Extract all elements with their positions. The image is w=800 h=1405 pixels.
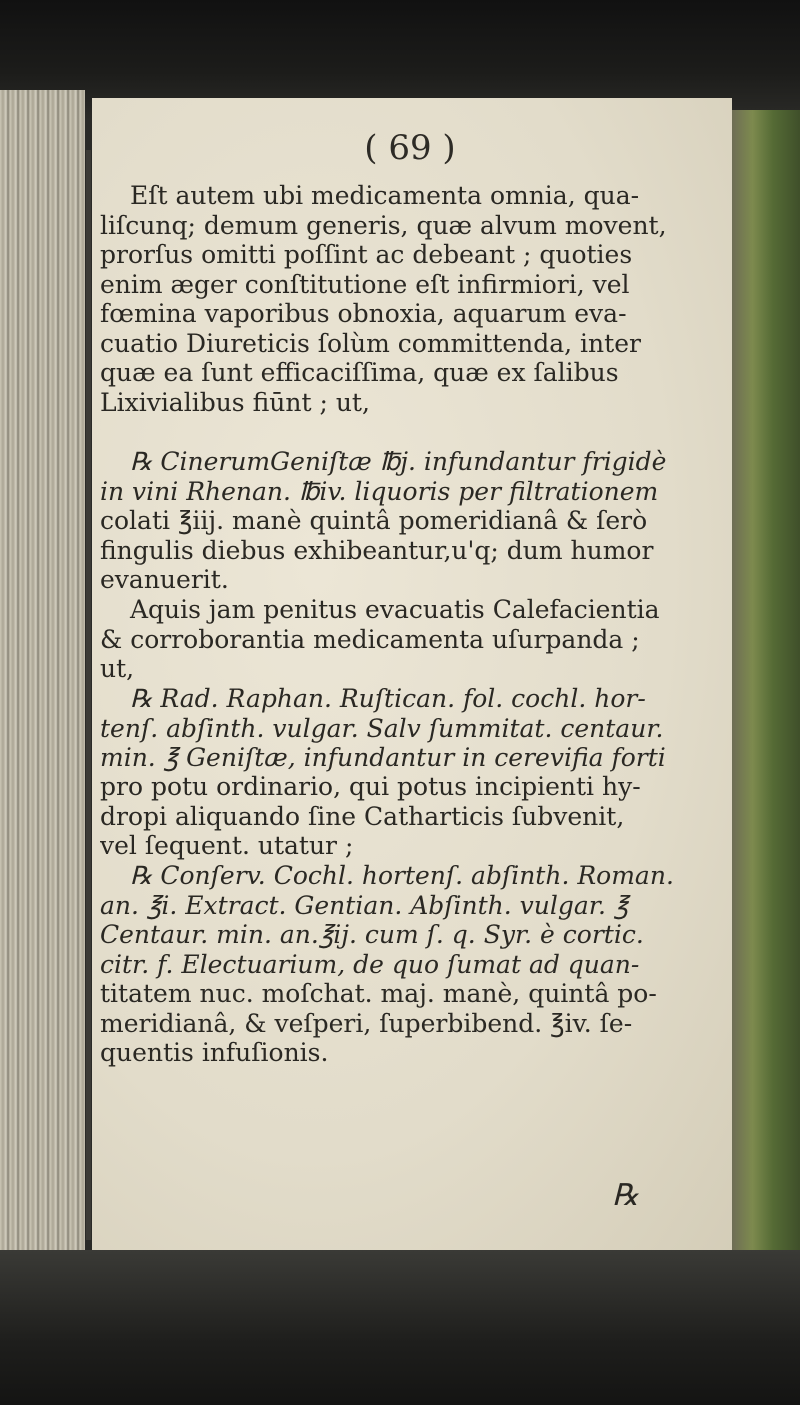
text-line: evanuerit. <box>100 565 229 594</box>
text-line: quæ ea ſunt efficaciſſima, quæ ex ſalibus <box>100 358 619 387</box>
text-line: an. ℥i. Extract. Gentian. Abſinth. vulgar. ℥ <box>100 890 629 920</box>
text-line: pro potu ordinario, qui potus incipienti hy- <box>100 772 641 801</box>
paragraph-3 <box>100 772 720 861</box>
text-line: enim æger conſtitutione eſt infirmiori, vel <box>100 269 630 299</box>
text-line: ℞ CinerumGeniſtæ ℔j. infundantur frigidè <box>130 447 667 476</box>
text-line: liſcunq; demum generis, quæ alvum movent, <box>100 210 667 240</box>
text-line: fingulis diebus exhibeantur,u'q; dum humor <box>100 535 654 565</box>
text-line: ℞ Rad. Raphan. Ruſtican. fol. cochl. hor- <box>130 684 646 713</box>
recipe-2 <box>100 684 720 773</box>
paragraph-2 <box>100 595 720 684</box>
page-number: ( 69 ) <box>364 128 456 168</box>
text-line: citr. f. Electuarium, de quo ſumat ad quan- <box>100 949 640 979</box>
paragraph-1 <box>100 181 720 417</box>
book-cover-edge-right <box>732 110 800 1260</box>
text-line: quentis infuſionis. <box>100 1038 329 1067</box>
text-line: Aquis jam penitus evacuatis Calefacientia <box>130 595 660 624</box>
text-line: colati ℥iij. manè quintâ pomeridianâ & ſerò <box>100 506 648 535</box>
recipe-1 <box>100 447 720 595</box>
scan-bottom-shadow <box>0 1250 800 1405</box>
text-line: prorſus omitti poſſint ac debeant ; quoties <box>100 240 633 269</box>
text-line: Centaur. min. an.℥ij. cum ſ. q. Syr. è cortic. <box>100 920 644 949</box>
recipe-3 <box>100 861 720 1068</box>
text-line: titatem nuc. moſchat. maj. manè, quintâ po- <box>100 979 657 1008</box>
text-line: Lixivialibus fiūnt ; ut, <box>100 387 370 417</box>
text-line: dropi aliquando ſine Catharticis ſubvenit, <box>100 801 625 831</box>
text-line: fœmina vaporibus obnoxia, aquarum eva- <box>100 299 627 328</box>
text-line: cuatio Diureticis ſolùm committenda, inter <box>100 328 641 358</box>
text-line: & corroborantia medicamenta uſurpanda ; <box>100 624 640 654</box>
text-line: in vini Rhenan. ℔iv. liquoris per filtrationem <box>100 476 659 506</box>
text-line: min. ℥ Geniſtæ, infundantur in cerevifia forti <box>100 743 666 772</box>
book-page-edges-left <box>0 90 85 1290</box>
text-line: tenſ. abſinth. vulgar. Salv ſummitat. centaur. <box>100 713 664 743</box>
text-line: Eſt autem ubi medicamenta omnia, qua- <box>130 181 640 210</box>
catchword: ℞ <box>612 1178 639 1213</box>
text-line: ℞ Conſerv. Cochl. hortenſ. abſinth. Roman. <box>130 861 674 890</box>
text-line: ut, <box>100 654 135 683</box>
text-line: vel ſequent. utatur ; <box>100 831 354 860</box>
gutter-shadow <box>86 150 91 1240</box>
text-line: meridianâ, & veſperi, ſuperbibend. ℥iv. ſe- <box>100 1008 633 1038</box>
